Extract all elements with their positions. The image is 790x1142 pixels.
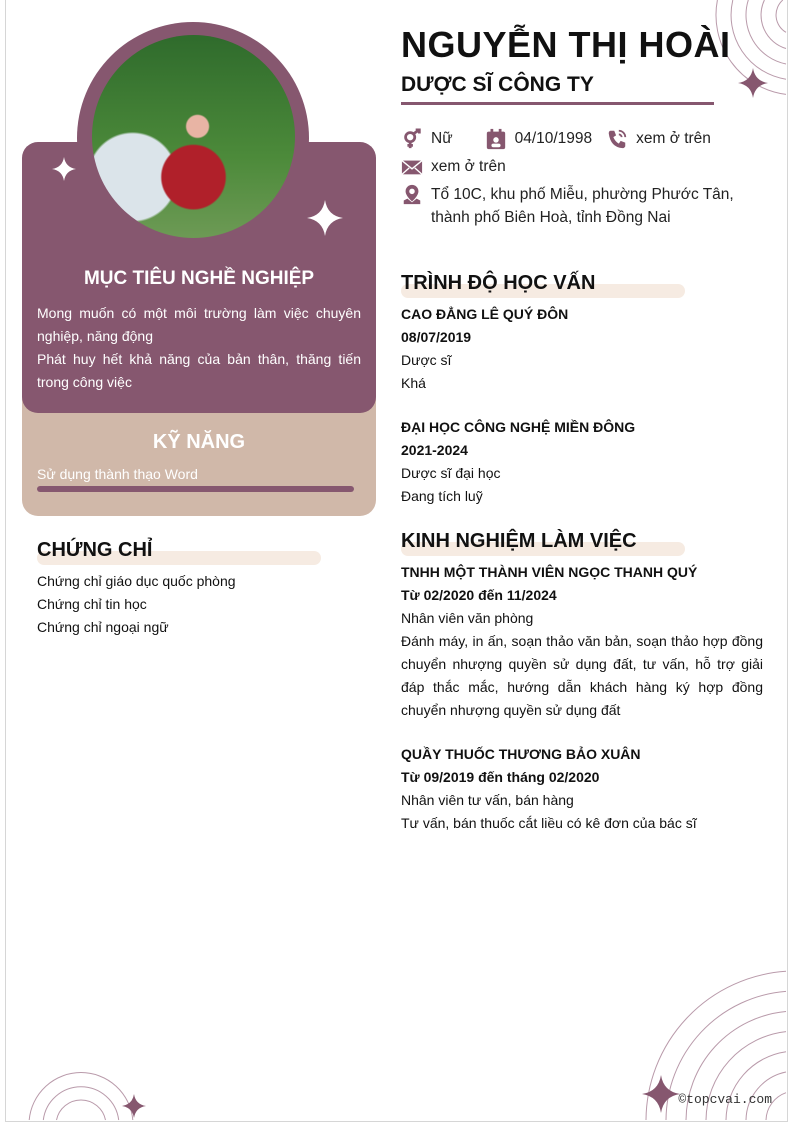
date: Từ 09/2019 đến tháng 02/2020 — [401, 769, 600, 785]
company: TNHH MỘT THÀNH VIÊN NGỌC THANH QUÝ — [401, 564, 698, 580]
education-item — [401, 303, 763, 395]
company: QUẦY THUỐC THƯƠNG BẢO XUÂN — [401, 746, 641, 762]
sparkle-icon — [307, 199, 343, 237]
certificate-item: Chứng chỉ ngoại ngữ — [37, 619, 169, 635]
decorative-arc — [761, 0, 786, 49]
job-title: DƯỢC SĨ CÔNG TY — [401, 73, 594, 96]
experience-item — [401, 561, 763, 722]
experience-title: KINH NGHIỆM LÀM VIỆC — [401, 530, 637, 552]
gender: Nữ — [431, 130, 453, 147]
sparkle-icon — [122, 1094, 146, 1118]
sparkle-icon — [738, 68, 768, 98]
objective-line: Phát huy hết khả năng của bản thân, thăng tiến trong công việc — [37, 351, 361, 390]
decorative-arc — [43, 1087, 118, 1120]
school: ĐẠI HỌC CÔNG NGHỆ MIỀN ĐÔNG — [401, 419, 636, 435]
avatar — [92, 35, 295, 238]
sparkle-icon — [52, 157, 76, 181]
location-icon — [401, 184, 423, 206]
position: Nhân viên tư vấn, bán hàng — [401, 792, 574, 808]
description: Đánh máy, in ấn, soạn thảo văn bản, soạn thảo hợp đồng chuyển nhượng quyền sử dụng đất, tư vấn, hỗ trợ giải đáp thắc mắc, hướng dẫn khách hàng ký hợp đồng chuyển nhượng quyền sử dụng đất — [401, 633, 763, 718]
certificates-list — [37, 570, 236, 639]
skill-label: Sử dụng thành thạo Word — [37, 466, 198, 482]
date: 08/07/2019 — [401, 329, 472, 345]
contact-row — [401, 156, 506, 178]
skill-bar — [37, 486, 354, 492]
contact-row — [401, 184, 734, 229]
cv-page — [5, 0, 788, 1122]
birthday: 04/10/1998 — [514, 130, 593, 147]
experience-list — [401, 561, 763, 835]
decorative-arc — [57, 1100, 106, 1120]
skill-bar-fill — [37, 486, 354, 492]
email-icon — [401, 156, 423, 178]
certificates-title: CHỨNG CHỈ — [37, 539, 153, 561]
address — [431, 183, 734, 229]
phone: xem ở trên — [636, 130, 711, 147]
objective-line: Mong muốn có một môi trường làm việc chuyên nghiệp, năng động — [37, 305, 361, 344]
skills-title: KỸ NĂNG — [152, 431, 246, 453]
certificate-item: Chứng chỉ tin học — [37, 596, 147, 612]
email: xem ở trên — [431, 158, 506, 175]
grade: Đang tích luỹ — [401, 488, 483, 504]
experience-item — [401, 743, 763, 835]
sparkle-icon — [642, 1075, 680, 1113]
education-list — [401, 303, 763, 508]
objective-text — [37, 302, 361, 394]
address-line: thành phố Biên Hoà, tỉnh Đồng Nai — [431, 209, 671, 226]
calendar-icon — [485, 128, 507, 150]
major: Dược sĩ đại học — [401, 465, 501, 481]
divider — [401, 102, 714, 105]
description: Tư vấn, bán thuốc cắt liều có kê đơn của bác sĩ — [401, 815, 697, 831]
candidate-name: NGUYỄN THỊ HOÀI — [401, 24, 731, 65]
gender-icon — [401, 128, 423, 150]
phone-icon — [606, 128, 628, 150]
date: 2021-2024 — [401, 442, 468, 458]
decorative-arc — [726, 1052, 786, 1120]
certificate-item: Chứng chỉ giáo dục quốc phòng — [37, 573, 236, 589]
education-title: TRÌNH ĐỘ HỌC VẤN — [401, 272, 596, 294]
objective-title: MỤC TIÊU NGHỀ NGHIỆP — [83, 268, 315, 289]
school: CAO ĐẲNG LÊ QUÝ ĐÔN — [401, 306, 569, 322]
decorative-arc — [776, 0, 786, 32]
watermark: ©topcvai.com — [678, 1092, 772, 1107]
date: Từ 02/2020 đến 11/2024 — [401, 587, 557, 603]
education-item — [401, 416, 763, 508]
grade: Khá — [401, 375, 426, 391]
major: Dược sĩ — [401, 352, 452, 368]
address-line: Tổ 10C, khu phố Miễu, phường Phước Tân, — [431, 186, 734, 203]
position: Nhân viên văn phòng — [401, 610, 534, 626]
contact-row — [401, 128, 711, 150]
skills-panel — [22, 395, 376, 516]
